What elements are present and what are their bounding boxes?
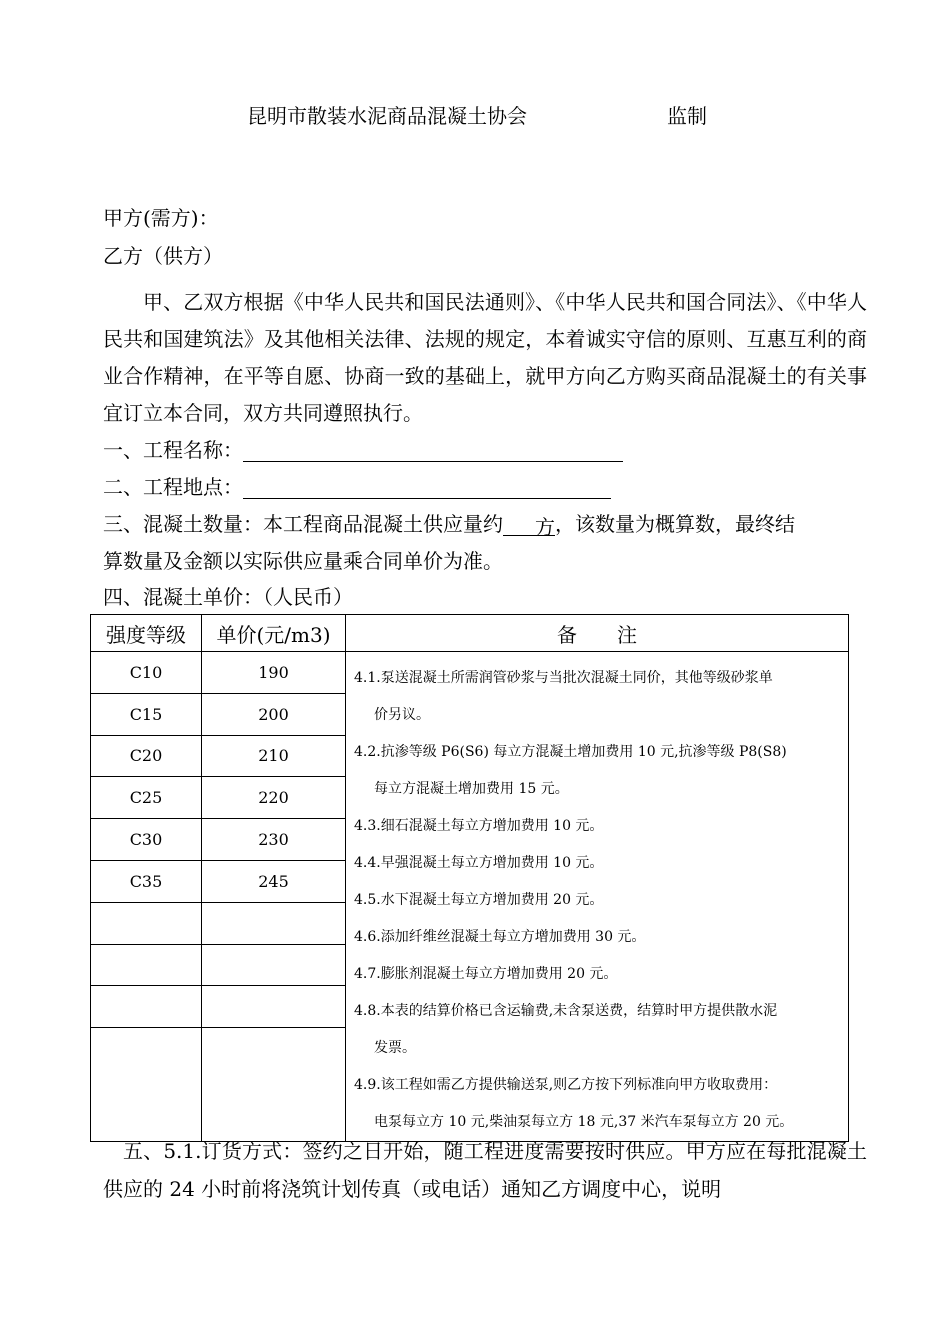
price-cell: 220 <box>202 777 346 819</box>
notes-cell <box>346 652 849 1142</box>
note-line: 4.6.添加纤维丝混凝土每立方增加费用 30 元。 <box>354 929 646 945</box>
price-cell[interactable] <box>202 1028 346 1142</box>
grade-cell: C30 <box>91 819 202 861</box>
grade-cell: C20 <box>91 735 202 777</box>
price-cell[interactable] <box>202 902 346 944</box>
price-cell[interactable] <box>202 986 346 1028</box>
project-location-blank[interactable] <box>243 478 611 499</box>
project-location-label: 二、工程地点： <box>103 475 243 499</box>
quantity-suffix: ，该数量为概算数，最终结 <box>555 512 795 536</box>
note-line: 价另议。 <box>374 707 430 723</box>
header-notes: 备 注 <box>346 615 849 652</box>
grade-cell: C35 <box>91 860 202 902</box>
note-line: 4.8.本表的结算价格已含运输费,未含泵送费，结算时甲方提供散水泥 <box>354 1003 778 1019</box>
party-b-label: 乙方（供方） <box>103 244 223 268</box>
party-a-label: 甲方(需方)： <box>103 206 219 230</box>
project-name-blank[interactable] <box>243 441 623 462</box>
price-cell: 200 <box>202 693 346 735</box>
header-price: 单价(元/m3) <box>202 615 346 652</box>
grade-cell[interactable] <box>91 902 202 944</box>
header-grade: 强度等级 <box>91 615 202 652</box>
grade-cell[interactable] <box>91 944 202 986</box>
price-cell: 245 <box>202 860 346 902</box>
grade-cell[interactable] <box>91 986 202 1028</box>
section5-paragraph: 五、5.1.订货方式：签约之日开始，随工程进度需要按时供应。甲方应在每批混凝土供应的 24 小时前将浇筑计划传真（或电话）通知乙方调度中心，说明 <box>103 1139 867 1201</box>
note-line: 4.7.膨胀剂混凝土每立方增加费用 20 元。 <box>354 966 618 982</box>
note-line: 发票。 <box>374 1040 416 1056</box>
price-table <box>90 614 849 1142</box>
price-cell: 190 <box>202 652 346 694</box>
table-row <box>91 652 849 694</box>
grade-cell: C15 <box>91 693 202 735</box>
note-line: 4.2.抗渗等级 P6(S6) 每立方混凝土增加费用 10 元,抗渗等级 P8(S8) <box>354 744 787 760</box>
grade-cell: C25 <box>91 777 202 819</box>
supervise-label: 监制 <box>667 104 707 128</box>
note-line: 4.5.水下混凝土每立方增加费用 20 元。 <box>354 892 604 908</box>
project-name-label: 一、工程名称： <box>103 438 243 462</box>
price-cell: 230 <box>202 819 346 861</box>
price-title: 四、混凝土单价：（人民币） <box>103 585 353 609</box>
quantity-row <box>103 512 795 539</box>
grade-cell: C10 <box>91 652 202 694</box>
note-line: 电泵每立方 10 元,柴油泵每立方 18 元,37 米汽车泵每立方 20 元。 <box>374 1114 794 1130</box>
project-name-row <box>103 438 623 462</box>
supervising-org: 昆明市散装水泥商品混凝土协会 <box>247 104 527 128</box>
project-location-row <box>103 475 611 499</box>
note-line: 每立方混凝土增加费用 15 元。 <box>374 781 569 797</box>
quantity-unit: 方 <box>535 515 555 539</box>
quantity-line2: 算数量及金额以实际供应量乘合同单价为准。 <box>103 549 503 573</box>
grade-cell[interactable] <box>91 1028 202 1142</box>
price-cell: 210 <box>202 735 346 777</box>
intro-paragraph: 甲、乙双方根据《中华人民共和国民法通则》、《中华人民共和国合同法》、《中华人民共和国建筑法》及其他相关法律、法规的规定，本着诚实守信的原则、互惠互利的商业合作精神，在平等自愿、协商一致的基础上，就甲方向乙方购买商品混凝土的有关事宜订立本合同，双方共同遵照执行。 <box>103 290 867 425</box>
note-line: 4.3.细石混凝土每立方增加费用 10 元。 <box>354 818 604 834</box>
quantity-prefix: 三、混凝土数量：本工程商品混凝土供应量约 <box>103 512 503 536</box>
note-line: 4.1.泵送混凝土所需润管砂浆与当批次混凝土同价，其他等级砂浆单 <box>354 670 773 686</box>
price-cell[interactable] <box>202 944 346 986</box>
note-line: 4.4.早强混凝土每立方增加费用 10 元。 <box>354 855 604 871</box>
table-header-row <box>91 615 849 652</box>
quantity-blank[interactable] <box>503 515 555 539</box>
note-line: 4.9.该工程如需乙方提供输送泵,则乙方按下列标准向甲方收取费用： <box>354 1077 778 1093</box>
